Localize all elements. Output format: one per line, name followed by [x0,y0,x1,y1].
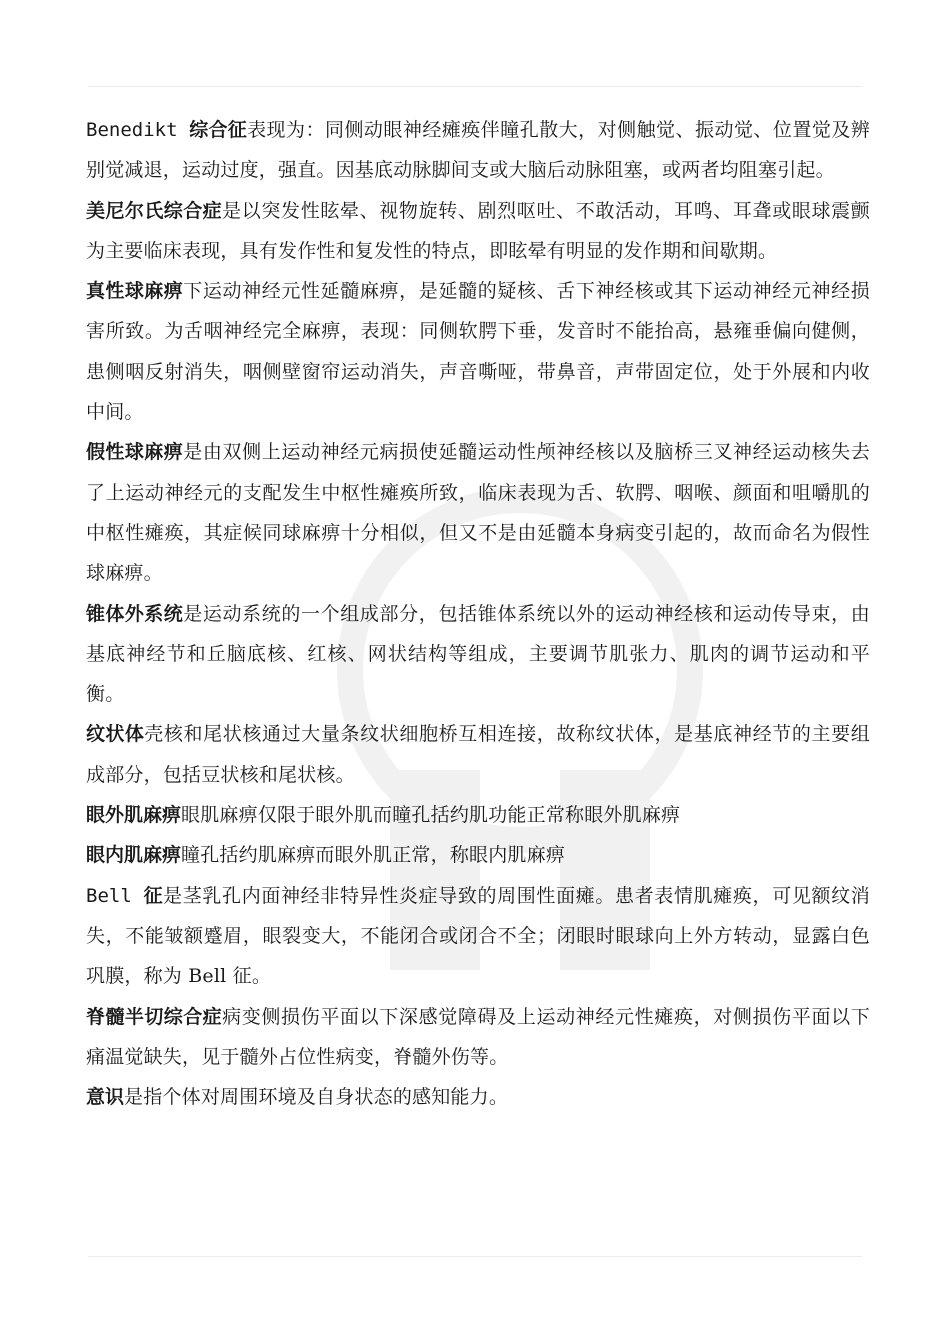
term-pseudobulbar-palsy: 假性球麻痹 [86,441,184,464]
header-divider [88,86,862,87]
term-extrapyramidal-system: 锥体外系统 [86,602,184,625]
entry-definition: 是运动系统的一个组成部分，包括锥体系统以外的运动神经核和运动传导束，由基底神经节和丘脑底核、红核、网状结构等组成，主要调节肌张力、肌肉的调节运动和平衡。 [86,602,870,706]
entry-definition: 是由双侧上运动神经元病损使延髓运动性颅神经核以及脑桥三叉神经运动核失去了上运动神经元的支配发生中枢性瘫痪所致，临床表现为舌、软腭、咽喉、颜面和咀嚼肌的中枢性瘫痪，其症候同球麻痹十分相似，但又不是由延髓本身病变引起的，故而命名为假性球麻痹。 [86,441,870,585]
entry-definition: 是以突发性眩晕、视物旋转、剧烈呕吐、不敢活动，耳鸣、耳聋或眼球震颤为主要临床表现，具有发作性和复发性的特点，即眩晕有明显的发作期和间歇期。 [86,199,870,262]
term-cjk: 征 [143,884,164,907]
entry-pseudobulbar-palsy [86,432,870,593]
entry-bell-sign [86,876,870,997]
entry-definition: 表现为：同侧动眼神经瘫痪伴瞳孔散大，对侧触觉、振动觉、位置觉及辨别觉减退，运动过度，强直。因基底动脉脚间支或大脑后动脉阻塞，或两者均阻塞引起。 [86,119,870,182]
entry-external-ophthalmoplegia [86,795,870,835]
term-bell-sign [86,885,163,907]
entry-meniere [86,191,870,272]
term-internal-ophthalmoplegia: 眼内肌麻痹 [86,844,182,867]
entry-definition: 下运动神经元性延髓麻痹，是延髓的疑核、舌下神经核或其下运动神经元神经损害所致。为舌咽神经完全麻痹，表现：同侧软腭下垂，发音时不能抬高，悬雍垂偏向健侧，患侧咽反射消失，咽侧壁窗帘运动消失，声音嘶哑，带鼻音，声带固定位，处于外展和内收中间。 [86,280,870,424]
entry-definition: 瞳孔括约肌麻痹而眼外肌正常，称眼内肌麻痹 [181,844,566,867]
footer-divider [88,1256,862,1257]
term-latin: Benedikt [86,119,190,141]
term-true-bulbar-palsy: 真性球麻痹 [86,280,184,303]
entry-definition: 眼肌麻痹仅限于眼外肌而瞳孔括约肌功能正常称眼外肌麻痹 [181,804,681,827]
entry-definition: 是指个体对周围环境及自身状态的感知能力。 [124,1086,509,1109]
term-cjk: 综合征 [189,119,248,141]
entry-definition: 壳核和尾状核通过大量条纹状细胞桥互相连接，故称纹状体，是基底神经节的主要组成部分，包括豆状核和尾状核。 [86,723,870,786]
entry-definition: 是茎乳孔内面神经非特异性炎症导致的周围性面瘫。患者表情肌瘫痪，可见额纹消失，不能皱额蹙眉，眼裂变大，不能闭合或闭合不全；闭眼时眼球向上外方转动，显露白色巩膜，称为 Bell 征。 [86,884,870,988]
entry-definition: 病变侧损伤平面以下深感觉障碍及上运动神经元性瘫痪，对侧损伤平面以下痛温觉缺失，见于髓外占位性病变，脊髓外伤等。 [86,1005,870,1068]
term-meniere: 美尼尔氏综合症 [86,199,223,222]
document-body [86,110,870,1117]
entry-striatum [86,714,870,795]
entry-brown-sequard [86,997,870,1078]
term-consciousness: 意识 [86,1086,125,1109]
entry-true-bulbar-palsy [86,271,870,432]
term-striatum: 纹状体 [86,723,145,746]
entry-consciousness [86,1077,870,1117]
term-latin: Bell [86,884,144,907]
entry-internal-ophthalmoplegia [86,835,870,875]
entry-extrapyramidal-system [86,594,870,715]
term-brown-sequard: 脊髓半切综合症 [86,1005,223,1028]
term-external-ophthalmoplegia: 眼外肌麻痹 [86,804,182,827]
term-benedikt [86,119,247,141]
entry-benedikt [86,110,870,191]
